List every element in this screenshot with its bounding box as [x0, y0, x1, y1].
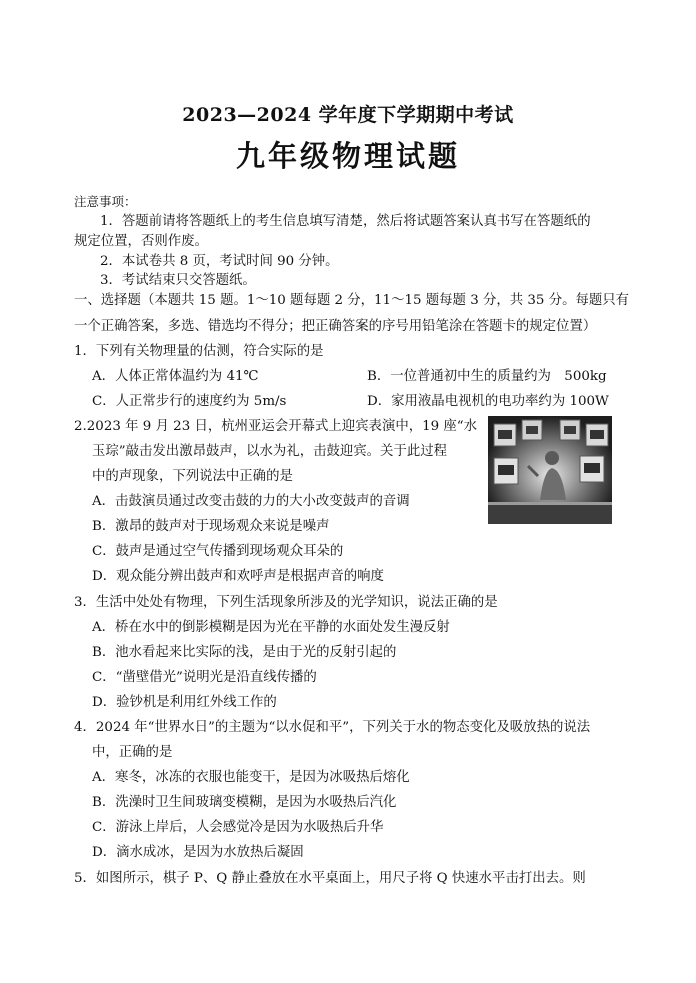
drum-performance-photo — [488, 416, 612, 524]
q2-option-d: D．观众能分辨出鼓声和欢呼声是根据声音的响度 — [92, 569, 384, 584]
q3-option-b: B．池水看起来比实际的浅，是由于光的反射引起的 — [92, 645, 397, 660]
q2-stem-line-2: 玉琮”敲击发出激昂鼓声，以水为礼，击鼓迎宾。关于此过程 — [92, 444, 447, 459]
notice-item-2: 2．本试卷共 8 页，考试时间 90 分钟。 — [100, 254, 339, 269]
q4-option-b: B．洗澡时卫生间玻璃变模糊，是因为水吸热后汽化 — [92, 795, 397, 810]
subject-title: 九年级物理试题 — [235, 139, 460, 173]
section-1-intro-line-1: 一、选择题（本题共 15 题。1～10 题每题 2 分，11～15 题每题 3 分，共 35 分。每题只有 — [74, 293, 630, 308]
notice-heading: 注意事项： — [74, 194, 137, 209]
q4-option-d: D．滴水成冰，是因为水放热后凝固 — [92, 845, 304, 860]
q3-option-c: C．“凿壁借光”说明光是沿直线传播的 — [92, 670, 317, 685]
notice-item-1-line-1: 1．答题前请将答题纸上的考生信息填写清楚，然后将试题答案认真书写在答题纸的 — [100, 214, 591, 229]
q4-stem-line-1: 4．2024 年“世界水日”的主题为“以水促和平”，下列关于水的物态变化及吸放热的说法 — [74, 720, 591, 735]
q2-option-c: C．鼓声是通过空气传播到现场观众耳朵的 — [92, 544, 344, 559]
exam-title: 2023—2024 学年度下学期期中考试 — [182, 104, 514, 126]
q4-stem-line-2: 中，正确的是 — [92, 745, 173, 760]
q1-option-b: B．一位普通初中生的质量约为 500kg — [367, 369, 607, 384]
q2-option-a: A．击鼓演员通过改变击鼓的力的大小改变鼓声的音调 — [92, 494, 410, 509]
q1-option-a: A．人体正常体温约为 41℃ — [92, 369, 259, 384]
q1-stem: 1．下列有关物理量的估测，符合实际的是 — [74, 344, 324, 359]
q5-stem: 5．如图所示，棋子 P、Q 静止叠放在水平桌面上，用尺子将 Q 快速水平击打出去。则 — [74, 871, 586, 886]
q3-option-d: D．验钞机是利用红外线工作的 — [92, 695, 277, 710]
q2-option-b: B．激昂的鼓声对于现场观众来说是噪声 — [92, 519, 330, 534]
q4-option-a: A．寒冬，冰冻的衣服也能变干，是因为冰吸热后熔化 — [92, 770, 410, 785]
q1-option-c: C．人正常步行的速度约为 5m/s — [92, 394, 287, 409]
section-1-intro-line-2: 一个正确答案，多选、错选均不得分；把正确答案的序号用铅笔涂在答题卡的规定位置） — [74, 319, 597, 334]
q4-option-c: C．游泳上岸后，人会感觉冷是因为水吸热后升华 — [92, 820, 384, 835]
q2-stem-line-1: 2.2023 年 9 月 23 日，杭州亚运会开幕式上迎宾表演中，19 座“水 — [74, 419, 478, 434]
q3-option-a: A．桥在水中的倒影模糊是因为光在平静的水面处发生漫反射 — [92, 620, 450, 635]
notice-item-3: 3．考试结束只交答题纸。 — [100, 273, 256, 288]
notice-item-1-line-2: 规定位置，否则作废。 — [74, 234, 208, 249]
q1-option-d: D．家用液晶电视机的电功率约为 100W — [367, 394, 609, 409]
q2-stem-line-3: 中的声现象，下列说法中正确的是 — [92, 469, 293, 484]
q3-stem: 3．生活中处处有物理，下列生活现象所涉及的光学知识，说法正确的是 — [74, 595, 498, 610]
